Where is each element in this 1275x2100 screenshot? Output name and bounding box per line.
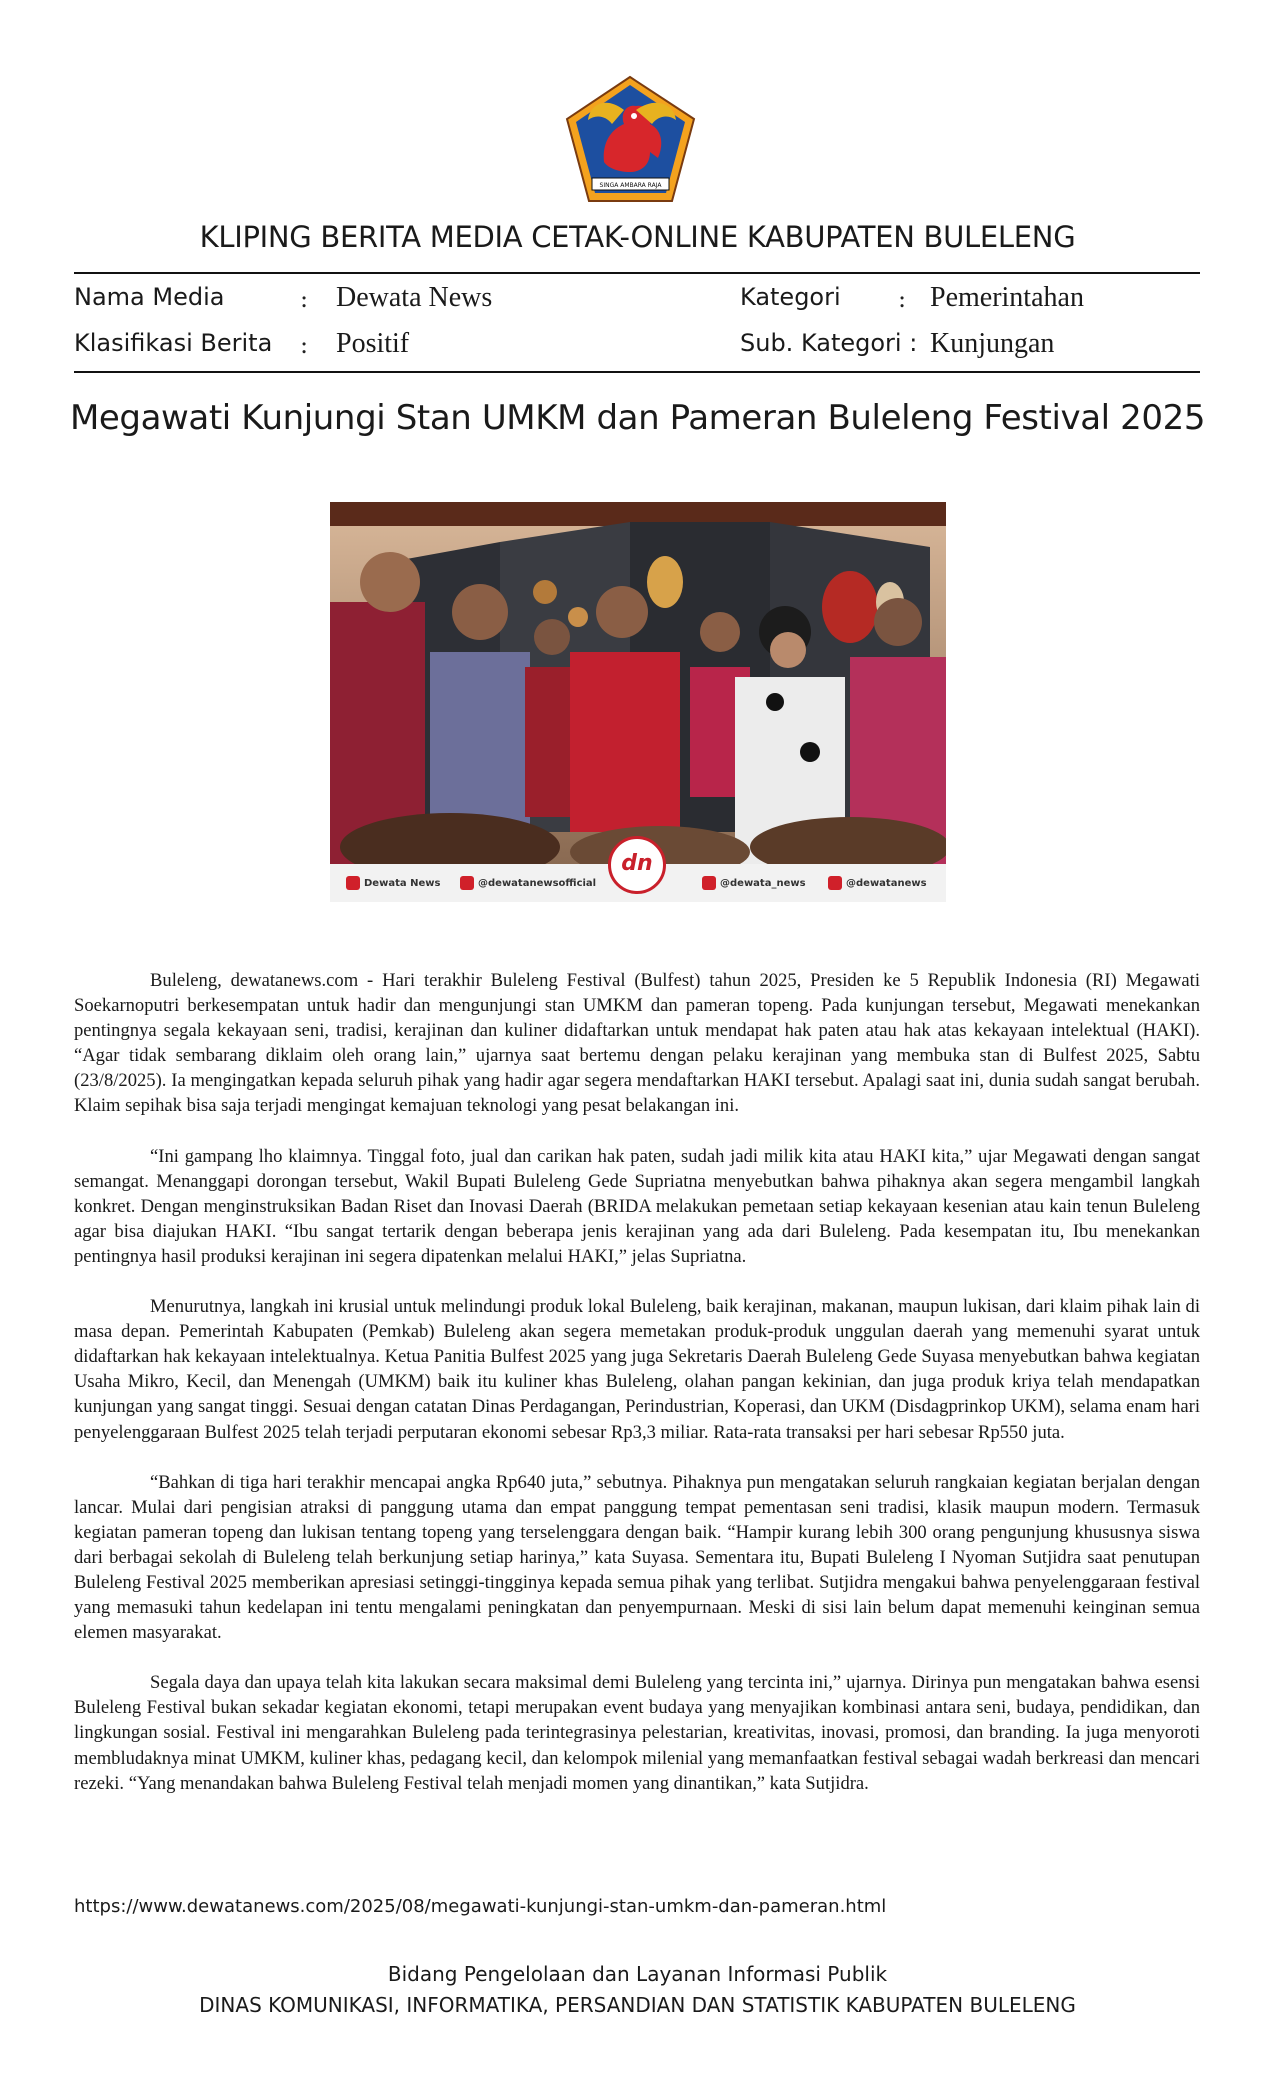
subkategori-value: Kunjungan (930, 328, 1055, 359)
twitter-icon (702, 876, 716, 890)
photo-social-bar (330, 851, 946, 902)
kategori-colon: : (898, 285, 907, 313)
article-paragraph: “Ini gampang lho klaimnya. Tinggal foto, jual dan carikan hak paten, sudah jadi milik kita atau HAKI kita,” ujar Megawati dengan sangat semangat. Menanggapi dorongan tersebut, Wakil Bupati Buleleng Gede Supriatna menyebutkan bahwa pihaknya akan segera mengambil langkah konkret. Dengan menginstruksikan Badan Riset dan Inovasi Daerah (BRIDA melakukan pemetaan setiap kekayaan kesenian atau kain tenun Buleleng agar bisa diajukan HAKI. “Ibu sangat tertarik dengan beberapa jenis kerajinan yang ada dari Buleleng. Pada kesempatan itu, Ibu menekankan pentingnya hasil produksi kerajinan ini segera dipatenkan melalui HAKI,” jelas Supriatna. (74, 1145, 1200, 1267)
header-divider-bottom (74, 371, 1200, 373)
tiktok-icon (828, 876, 842, 890)
instagram-icon (460, 876, 474, 890)
klasifikasi-label: Klasifikasi Berita (74, 329, 273, 357)
article-paragraph: Menurutnya, langkah ini krusial untuk melindungi produk lokal Buleleng, baik kerajinan, makanan, maupun lukisan, dari klaim pihak lain di masa depan. Pemerintah Kabupaten (Pemkab) Buleleng akan segera memetakan produk-produk unggulan daerah yang memenuhi syarat untuk didaftarkan hak kekayaan intelektualnya. Ketua Panitia Bulfest 2025 yang juga Sekretaris Daerah Buleleng Gede Suyasa menyebutkan bahwa kegiatan Usaha Mikro, Kecil, dan Menengah (UMKM) baik itu kuliner khas Buleleng, olahan pangan kekinian, dan juga produk kriya telah mendapatkan kunjungan yang sangat tinggi. Sesuai dengan catatan Dinas Perdagangan, Perindustrian, Koperasi, dan UKM (Disdagprinkop UKM), selama enam hari penyelenggaraan Bulfest 2025 telah terjadi perputaran ekonomi sebesar Rp3,3 miliar. Rata-rata transaksi per hari sebesar Rp550 juta. (74, 1296, 1200, 1443)
media-label: Nama Media (74, 283, 225, 311)
social-twitter-label: @dewata_news (720, 877, 806, 889)
social-tiktok-label: @dewatanews (846, 877, 927, 889)
social-instagram-label: @dewatanewsofficial (478, 877, 597, 889)
article-photo (330, 502, 946, 902)
article-paragraph: Segala daya dan upaya telah kita lakukan secara maksimal demi Buleleng yang tercinta ini,” ujarnya. Dirinya pun mengatakan bahwa esensi Buleleng Festival bukan sekadar kegiatan ekonomi, tetapi merupakan event budaya yang menyajikan kombinasi antara seni, budaya, pendidikan, dan lingkungan sosial. Festival ini mengarahkan Buleleng pada terintegrasinya pelestarian, kreativitas, inovasi, promosi, dan branding. Ia juga menyoroti membludaknya minat UMKM, kuliner khas, pedagang kecil, dan kelompok milenial yang memanfaatkan festival sebagai wadah berkreasi dan mencari rezeki. “Yang menandakan bahwa Buleleng Festival telah menjadi momen yang dinantikan,” kata Sutjidra. (74, 1672, 1200, 1794)
media-colon: : (300, 285, 309, 313)
source-url[interactable]: https://www.dewatanews.com/2025/08/megawati-kunjungi-stan-umkm-dan-pameran.html (74, 1896, 887, 1917)
social-twitter (702, 876, 806, 890)
footer-agency: DINAS KOMUNIKASI, INFORMATIKA, PERSANDIAN DAN STATISTIK KABUPATEN BULELENG (199, 1993, 1076, 2017)
kategori-value: Pemerintahan (930, 282, 1084, 313)
facebook-icon (346, 876, 360, 890)
klasifikasi-value: Positif (336, 328, 410, 359)
buleleng-regency-emblem-icon (564, 74, 697, 204)
article-paragraph: Buleleng, dewatanews.com - Hari terakhir Buleleng Festival (Bulfest) tahun 2025, Presiden ke 5 Republik Indonesia (RI) Megawati Soekarnoputri berkesempatan untuk hadir dan mengunjungi stan UMKM dan pameran topeng. Pada kunjungan tersebut, Megawati menekankan pentingnya segala kekayaan seni, tradisi, kerajinan dan kuliner didaftarkan untuk mendapat hak paten atau hak atas kekayaan intelektual (HAKI). “Agar tidak sembarang diklaim oleh orang lain,” ujarnya saat bertemu dengan pelaku kerajinan yang membuka stan di Bulfest 2025, Sabtu (23/8/2025). Ia mengingatkan kepada seluruh pihak yang hadir agar segera mendaftarkan HAKI tersebut. Apalagi saat ini, dunia sudah sangat berubah. Klaim sepihak bisa saja terjadi mengingat kemajuan teknologi yang pesat belakangan ini. (74, 970, 1200, 1117)
kategori-label: Kategori (740, 283, 841, 311)
article-headline: Megawati Kunjungi Stan UMKM dan Pameran Buleleng Festival 2025 (69, 398, 1206, 438)
subkategori-label: Sub. Kategori : (740, 329, 918, 357)
article-paragraph: “Bahkan di tiga hari terakhir mencapai angka Rp640 juta,” sebutnya. Pihaknya pun mengatakan seluruh rangkaian kegiatan berjalan dengan lancar. Mulai dari pengisian atraksi di panggung utama dan empat panggung tempat pementasan seni tradisi, klasik maupun modern. Termasuk kegiatan pameran topeng dan lukisan tentang topeng yang terselenggara dengan baik. “Hampir kurang lebih 300 orang pengunjung khususnya siswa dari berbagai sekolah di Buleleng telah berkunjung setiap harinya,” kata Suyasa. Sementara itu, Bupati Buleleng I Nyoman Sutjidra saat penutupan Buleleng Festival 2025 memberikan apresiasi setinggi-tingginya kepada semua pihak yang terlibat. Sutjidra mengakui bahwa penyelenggaraan festival yang memasuki tahun kedelapan ini tentu mengalami peningkatan dan penyempurnaan. Meski di sisi lain belum dapat memenuhi keinginan semua elemen masyarakat. (74, 1471, 1200, 1644)
header-divider-top (74, 272, 1200, 274)
article-body (74, 968, 1200, 1821)
klasifikasi-colon: : (300, 331, 309, 359)
social-tiktok (828, 876, 927, 890)
social-facebook (346, 876, 440, 890)
footer-division: Bidang Pengelolaan dan Layanan Informasi Publik (387, 1962, 888, 1986)
social-instagram (460, 876, 596, 890)
clipping-header-title: KLIPING BERITA MEDIA CETAK-ONLINE KABUPATEN BULELENG (199, 220, 1076, 254)
social-facebook-label: Dewata News (364, 877, 441, 889)
dewata-news-logo: dn (608, 836, 666, 894)
logo-motto: SINGA AMBARA RAJA (599, 182, 662, 189)
media-value: Dewata News (336, 282, 493, 313)
